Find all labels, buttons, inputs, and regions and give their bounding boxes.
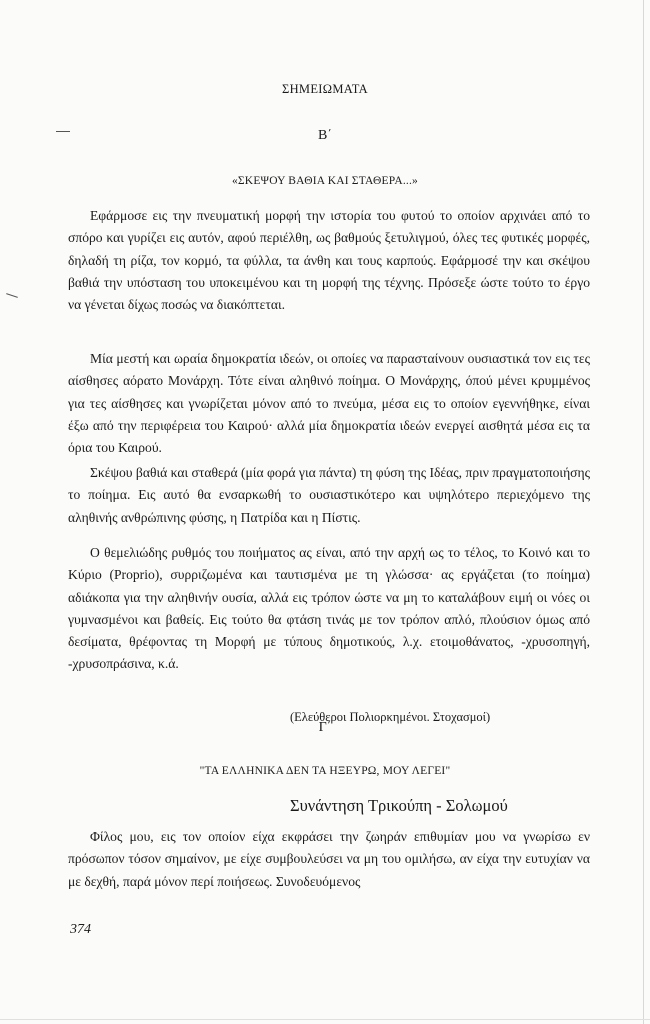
running-head: ΣΗΜΕΙΩΜΑΤΑ	[282, 82, 368, 96]
source-citation: (Ελεύθεροι Πολιορκημένοι. Στοχασμοί)	[290, 710, 491, 724]
paragraph: Εφάρμοσε εις την πνευματική μορφή την ιστορία του φυτού το οποίον αρχινάει από το σπόρο και γυρίζει εις αυτόν, αφού περιέλθη, ως βαθμούς ξετυλιγμού, όλες τες φυτικές μορφές, δηλαδή τη ρίζα, τον κορμό, τα φύλλα, τα άνθη και τους καρπούς. Εφάρμοσέ την και σκέψου βαθιά την υπόσταση του υποκειμένου και τη μορφή της τέχνης. Πρόσεξε ώστε τούτο το έργο να γένεται δίχως ποσώς να διακόπτεται.	[68, 208, 590, 313]
page-number: 374	[70, 922, 91, 937]
section-title-b: «ΣΚΕΨΟΥ ΒΑΘΙΑ ΚΑΙ ΣΤΑΘΕΡΑ...»	[231, 175, 419, 187]
paragraph: Μία μεστή και ωραία δημοκρατία ιδεών, οι οποίες να παρασταίνουν ουσιαστικά τον εις τες αίσθησες αόρατο Μονάρχη. Τότε είναι αληθινό ποίημα. Ο Μονάρχης, όπού μένει κρυμμένος για τες αίσθησες και γνωρίζεται μόνον από το πνεύμα, μέσα εις το οποίον εγεννήθηκε, είναι έξω από την περιφέρεια του Καιρού· αλλά μία δημοκρατία ιδεών ενεργεί αισθητά μέσα εις τα όρια του Καιρού.	[68, 351, 590, 456]
paragraph: Φίλος μου, εις τον οποίον είχα εκφράσει την ζωηράν επιθυμίαν μου να γνωρίσω εν πρόσωπον τόσον σημαίνον, με είχε συμβουλεύσει να μη του ομιλήσω, αν είχα την ευτυχίαν να με δεχθή, παρά μόνον περί ποιήσεως. Συνοδευόμενος	[68, 829, 590, 889]
margin-mark	[6, 293, 18, 298]
section-title-c: "ΤΑ ΕΛΛΗΝΙΚΑ ΔΕΝ ΤΑ ΗΞΕΥΡΩ, ΜΟΥ ΛΕΓΕΙ"	[199, 765, 451, 777]
page-edge-right	[643, 0, 644, 1024]
paragraph: Σκέψου βαθιά και σταθερά (μία φορά για πάντα) τη φύση της Ιδέας, πριν πραγματοποιήσης το ποίημα. Εις αυτό θα ενσαρκωθή το ουσιαστικότερο και υψηλότερο περιεχόμενο της αληθινής ανθρώπινης φύσης, η Πατρίδα και η Πίστις.	[68, 465, 590, 525]
section-letter-b: Β΄	[318, 128, 332, 143]
paragraph: Ο θεμελιώδης ρυθμός του ποιήματος ας είναι, από την αρχή ως το τέλος, το Κοινό και το Κύριο (Proprio), συρριζωμένα και ταυτισμένα με τη γλώσσα· ας εργάζεται (το ποίημα) αδιάκοπα για την αληθινήν ουσία, αλλά εις τρόπον ώστε να μη το καταλάβουν ειμή οι νόες οι γυμνασμένοι και βαθείς. Εις τούτο θα φτάση τινάς με τον τρόπον απλό, πλούσιον όμως από δεσίματα, θρέφοντας τη Μορφή με τύπους δημοτικούς, λ.χ. ετοιμοθάνατος, -χρυσοπηγή, -χρυσοπράσινα, κ.ά.	[68, 545, 590, 672]
section-letter-c: Γ΄	[318, 720, 332, 735]
section-subtitle: Συνάντηση Τρικούπη - Σολωμού	[290, 796, 508, 815]
page-edge-bottom	[0, 1019, 650, 1020]
